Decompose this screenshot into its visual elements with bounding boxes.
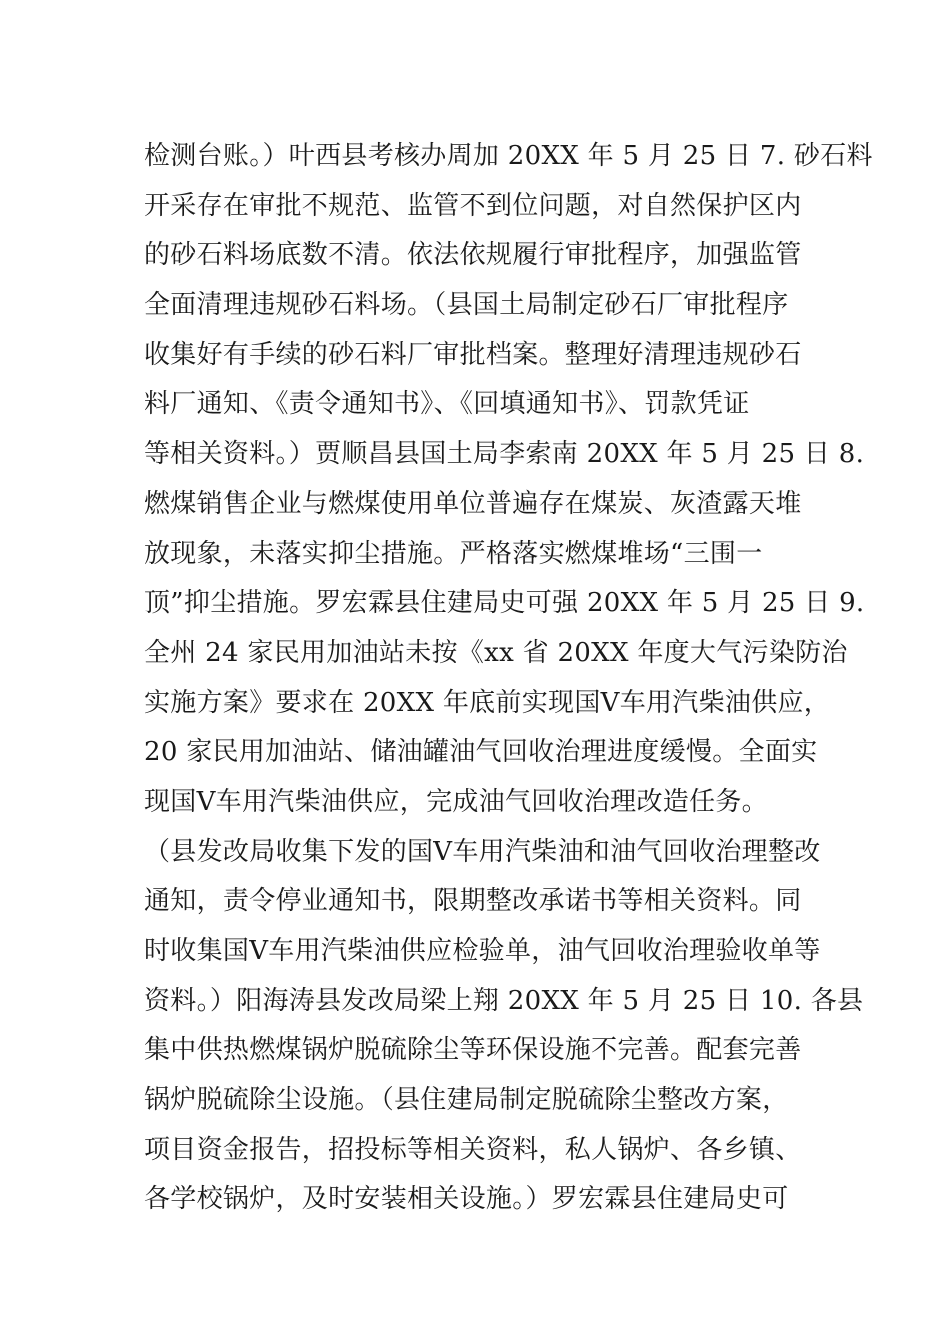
text-line: 全面清理违规砂石料场。（县国土局制定砂石厂审批程序 (144, 290, 789, 321)
text-line: 检测台账。）叶西县考核办周加 20XX 年 5 月 25 日 7. 砂石料 (144, 141, 873, 171)
text-line: 项目资金报告，招投标等相关资料，私人锅炉、各乡镇、 (144, 1134, 802, 1165)
text-line: 锅炉脱硫除尘设施。（县住建局制定脱硫除尘整改方案， (144, 1085, 789, 1116)
text-line: 资料。）阳海涛县发改局梁上翔 20XX 年 5 月 25 日 10. 各县 (144, 985, 864, 1016)
text-line: 集中供热燃煤锅炉脱硫除尘等环保设施不完善。配套完善 (144, 1035, 802, 1066)
text-line: 通知，责令停业通知书，限期整改承诺书等相关资料。同 (144, 886, 802, 917)
text-line: （县发改局收集下发的国Ⅴ车用汽柴油和油气回收治理整改 (144, 836, 821, 867)
text-line: 实施方案》要求在 20XX 年底前实现国Ⅴ车用汽柴油供应， (144, 687, 831, 718)
text-line: 的砂石料场底数不清。依法依规履行审批程序，加强监管 (144, 240, 802, 271)
text-line: 燃煤销售企业与燃煤使用单位普遍存在煤炭、灰渣露天堆 (144, 488, 802, 519)
text-line: 时收集国Ⅴ车用汽柴油供应检验单，油气回收治理验收单等 (144, 936, 821, 966)
text-line: 收集好有手续的砂石料厂审批档案。整理好清理违规砂石 (144, 339, 802, 370)
text-line: 全州 24 家民用加油站未按《xx 省 20XX 年度大气污染防治 (144, 637, 848, 668)
text-line: 顶”抑尘措施。罗宏霖县住建局史可强 20XX 年 5 月 25 日 9. (144, 588, 865, 619)
text-line: 各学校锅炉，及时安装相关设施。）罗宏霖县住建局史可 (144, 1184, 789, 1215)
text-line: 等相关资料。）贾顺昌县国土局李索南 20XX 年 5 月 25 日 8. (144, 439, 865, 470)
text-line: 放现象，未落实抑尘措施。严格落实燃煤堆场“三围一 (144, 538, 763, 569)
text-line: 现国Ⅴ车用汽柴油供应，完成油气回收治理改造任务。 (144, 786, 768, 817)
text-line: 料厂通知、《责令通知书》、《回填通知书》、罚款凭证 (144, 389, 750, 420)
text-line: 开采存在审批不规范、监管不到位问题，对自然保护区内 (144, 190, 802, 221)
body-text (144, 132, 873, 1225)
text-line: 20 家民用加油站、储油罐油气回收治理进度缓慢。全面实 (144, 737, 818, 768)
